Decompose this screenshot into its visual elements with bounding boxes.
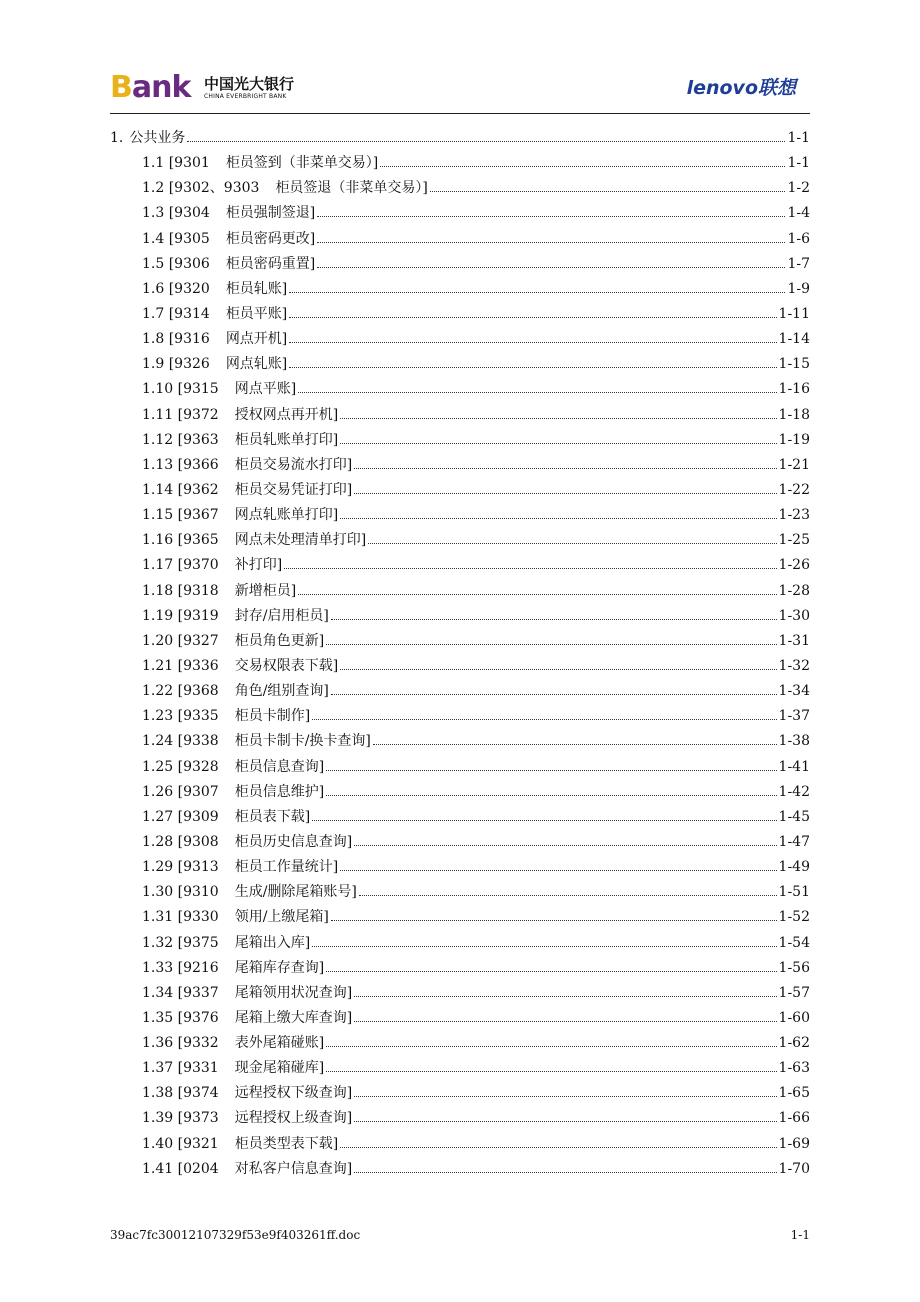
toc-entry-number: 1.1 [9301 (142, 155, 210, 172)
toc-entry-number: 1.14 [9362 (142, 481, 219, 498)
toc-leader (326, 795, 776, 796)
toc-entry-number: 1.25 [9328 (142, 758, 219, 775)
toc-leader (298, 392, 776, 393)
toc-entry-number: 1.40 [9321 (142, 1135, 219, 1152)
toc-entry-title: 柜员信息查询] (234, 758, 325, 775)
toc-leader (317, 242, 785, 243)
lenovo-logo: lenovo联想 (686, 77, 796, 99)
toc-leader (380, 166, 785, 167)
toc-leader (373, 744, 777, 745)
toc-entry-title: 柜员轧账单打印] (234, 431, 339, 448)
toc-entry-page: 1-41 (778, 758, 810, 775)
bank-name-chinese: 中国光大银行 (204, 75, 295, 93)
toc-leader (326, 971, 776, 972)
toc-entry-title: 尾箱领用状况查询] (234, 984, 353, 1001)
toc-entry[interactable] (110, 503, 810, 528)
toc-entry-title: 生成/删除尾箱账号] (234, 884, 357, 901)
toc-entry-number: 1.36 [9332 (142, 1035, 219, 1052)
toc-entry-page: 1-21 (778, 456, 810, 473)
toc-entry-title: 尾箱库存查询] (234, 959, 325, 976)
toc-entry-page: 1-6 (787, 230, 810, 247)
toc-entry-number: 1.27 [9309 (142, 808, 219, 825)
toc-entry-page: 1-14 (778, 331, 810, 348)
table-of-contents (110, 126, 810, 1182)
toc-entry-number: 1.21 [9336 (142, 657, 219, 674)
footer-filename: 39ac7fc30012107329f53e9f403261ff.doc (110, 1228, 361, 1242)
toc-entry[interactable] (110, 201, 810, 226)
toc-entry-number: 1.7 [9314 (142, 305, 210, 322)
toc-leader (354, 468, 776, 469)
toc-leader (289, 317, 776, 318)
toc-entry-page: 1-16 (778, 381, 810, 398)
footer-page-number: 1-1 (790, 1228, 810, 1242)
toc-entry-number: 1.19 [9319 (142, 607, 219, 624)
toc-entry[interactable] (110, 1031, 810, 1056)
toc-leader (354, 996, 776, 997)
toc-entry-page: 1-70 (778, 1160, 810, 1177)
toc-entry[interactable] (110, 654, 810, 679)
toc-entry-page: 1-37 (778, 708, 810, 725)
toc-entry[interactable] (110, 252, 810, 277)
toc-leader (312, 946, 776, 947)
toc-entry[interactable] (110, 227, 810, 252)
toc-entry-page: 1-31 (778, 632, 810, 649)
toc-entry-number: 1.20 [9327 (142, 632, 219, 649)
toc-entry-number: 1.17 [9370 (142, 557, 219, 574)
toc-entry-number: 1.12 [9363 (142, 431, 219, 448)
toc-entry-number: 1.6 [9320 (142, 280, 210, 297)
toc-leader (326, 644, 776, 645)
toc-leader (430, 191, 786, 192)
toc-leader (354, 1121, 776, 1122)
toc-entry[interactable] (110, 981, 810, 1006)
toc-entry-number: 1.29 [9313 (142, 859, 219, 876)
toc-leader (289, 367, 776, 368)
toc-entry-page: 1-62 (778, 1035, 810, 1052)
toc-entry-page: 1-60 (778, 1009, 810, 1026)
toc-entry-title: 柜员卡制作] (234, 708, 311, 725)
toc-entry-title: 柜员强制签退] (225, 205, 316, 222)
toc-entry-page: 1-52 (778, 909, 810, 926)
toc-entry[interactable] (110, 830, 810, 855)
toc-entry-number: 1.28 [9308 (142, 833, 219, 850)
toc-entry[interactable] (110, 629, 810, 654)
toc-entry-page: 1-4 (787, 205, 810, 222)
toc-entry-number: 1.30 [9310 (142, 884, 219, 901)
toc-entry-number: 1.38 [9374 (142, 1085, 219, 1102)
toc-entry-page: 1-51 (778, 884, 810, 901)
toc-entry-title: 柜员表下载] (234, 808, 311, 825)
toc-entry[interactable] (110, 679, 810, 704)
toc-entry-number: 1.4 [9305 (142, 230, 210, 247)
toc-leader (298, 594, 776, 595)
toc-entry-title: 柜员工作量统计] (234, 859, 339, 876)
toc-entry-number: 1.34 [9337 (142, 984, 219, 1001)
toc-entry-number: 1.15 [9367 (142, 507, 219, 524)
toc-leader (340, 669, 776, 670)
toc-entry-title: 柜员签到（非菜单交易）] (225, 155, 379, 172)
toc-leader (354, 1021, 776, 1022)
toc-entry[interactable] (110, 704, 810, 729)
toc-entry-title: 领用/上缴尾箱] (234, 909, 329, 926)
toc-entry-title: 授权网点再开机] (234, 406, 339, 423)
toc-entry-title: 交易权限表下载] (234, 657, 339, 674)
toc-entry[interactable] (110, 880, 810, 905)
toc-entry-number: 1.31 [9330 (142, 909, 219, 926)
toc-entry-page: 1-22 (778, 481, 810, 498)
toc-entry-page: 1-47 (778, 833, 810, 850)
toc-leader (331, 619, 777, 620)
toc-entry-page: 1-42 (778, 783, 810, 800)
toc-entry[interactable] (110, 377, 810, 402)
toc-entry-page: 1-45 (778, 808, 810, 825)
toc-entry[interactable] (110, 553, 810, 578)
toc-entry-number: 1.11 [9372 (142, 406, 219, 423)
toc-entry[interactable] (110, 528, 810, 553)
toc-entry[interactable] (110, 302, 810, 327)
toc-entry[interactable] (110, 1056, 810, 1081)
toc-leader (354, 493, 776, 494)
toc-entry-number: 1.24 [9338 (142, 733, 219, 750)
header-divider (110, 113, 810, 114)
toc-entry-page: 1-28 (778, 582, 810, 599)
toc-entry-page: 1-38 (778, 733, 810, 750)
toc-leader (354, 1096, 776, 1097)
toc-entry-title: 网点未处理清单打印] (234, 532, 367, 549)
toc-entry-number: 1.41 [0204 (142, 1160, 219, 1177)
toc-entry-title: 柜员角色更新] (234, 632, 325, 649)
toc-entry-page: 1-7 (787, 255, 810, 272)
toc-leader (331, 694, 777, 695)
toc-entry-number: 1.9 [9326 (142, 356, 210, 373)
bank-name (204, 76, 294, 101)
toc-entry-title: 网点轧账] (225, 356, 288, 373)
toc-entry-number: 1.33 [9216 (142, 959, 219, 976)
toc-entry-title: 补打印] (234, 557, 283, 574)
toc-entry[interactable] (110, 1157, 810, 1182)
toc-entry-title: 柜员签退（非菜单交易）] (275, 180, 428, 197)
bank-logo-b: B (110, 70, 132, 105)
toc-leader (284, 568, 776, 569)
toc-entry-title: 网点开机] (225, 331, 288, 348)
toc-entry-page: 1-30 (778, 607, 810, 624)
toc-leader (368, 543, 776, 544)
toc-leader (359, 895, 777, 896)
toc-entry-number: 1.18 [9318 (142, 582, 219, 599)
toc-leader (187, 141, 785, 142)
toc-entry-number: 1.13 [9366 (142, 456, 219, 473)
toc-entry[interactable] (110, 478, 810, 503)
toc-entry-title: 柜员交易流水打印] (234, 456, 353, 473)
toc-entry-page: 1-32 (778, 657, 810, 674)
toc-entry-page: 1-23 (778, 507, 810, 524)
toc-entry-number: 1.16 [9365 (142, 532, 219, 549)
toc-entry-page: 1-25 (778, 532, 810, 549)
toc-entry-title: 柜员轧账] (225, 280, 288, 297)
toc-entry-number: 1.10 [9315 (142, 381, 219, 398)
toc-entry-title: 远程授权下级查询] (234, 1085, 353, 1102)
toc-entry-number: 1.2 [9302、9303 (142, 180, 260, 197)
toc-entry-page: 1-2 (787, 180, 810, 197)
page-header (110, 66, 810, 114)
bank-logo-rest: ank (131, 70, 191, 105)
toc-entry[interactable] (110, 403, 810, 428)
toc-leader (289, 292, 785, 293)
toc-entry[interactable] (110, 755, 810, 780)
toc-entry-page: 1-15 (778, 356, 810, 373)
toc-entry-number: 1.32 [9375 (142, 934, 219, 951)
toc-entry-page: 1-19 (778, 431, 810, 448)
toc-entry-page: 1-65 (778, 1085, 810, 1102)
toc-entry-title: 对私客户信息查询] (234, 1160, 353, 1177)
toc-leader (340, 518, 776, 519)
toc-leader (326, 1071, 776, 1072)
toc-entry[interactable] (110, 780, 810, 805)
toc-entry-page: 1-26 (778, 557, 810, 574)
toc-entry-page: 1-9 (787, 280, 810, 297)
toc-entry-page: 1-18 (778, 406, 810, 423)
toc-entry[interactable] (110, 176, 810, 201)
toc-entry-title: 柜员卡制卡/换卡查询] (234, 733, 371, 750)
toc-entry[interactable] (110, 1006, 810, 1031)
toc-entry-title: 柜员历史信息查询] (234, 833, 353, 850)
toc-entry[interactable] (110, 729, 810, 754)
toc-entry[interactable] (110, 931, 810, 956)
toc-entry-page: 1-34 (778, 683, 810, 700)
toc-entry-number: 1.26 [9307 (142, 783, 219, 800)
toc-leader (317, 216, 785, 217)
toc-entry-page: 1-54 (778, 934, 810, 951)
toc-entry[interactable] (110, 905, 810, 930)
toc-entry-title: 新增柜员] (234, 582, 297, 599)
toc-leader (354, 845, 776, 846)
toc-entry-title: 现金尾箱碰库] (234, 1060, 325, 1077)
toc-entry-page: 1-1 (787, 155, 810, 172)
toc-leader (340, 870, 776, 871)
toc-entry-page: 1-66 (778, 1110, 810, 1127)
toc-entry-page: 1-11 (778, 305, 810, 322)
toc-entry[interactable] (110, 151, 810, 176)
toc-entry-title: 柜员平账] (225, 305, 288, 322)
toc-entry-number: 1.5 [9306 (142, 255, 210, 272)
toc-entry[interactable] (110, 453, 810, 478)
toc-entry[interactable] (110, 352, 810, 377)
toc-leader (340, 443, 776, 444)
toc-entry-page: 1-69 (778, 1135, 810, 1152)
toc-entry[interactable] (110, 956, 810, 981)
toc-chapter-row[interactable] (110, 126, 810, 151)
toc-entry-title: 柜员密码重置] (225, 255, 316, 272)
toc-chapter-title: 公共业务 (129, 130, 186, 146)
toc-entry-page: 1-56 (778, 959, 810, 976)
toc-leader (312, 820, 776, 821)
toc-entry-title: 网点轧账单打印] (234, 507, 339, 524)
toc-entry-title: 角色/组别查询] (234, 683, 329, 700)
toc-leader (354, 1172, 776, 1173)
toc-entry-number: 1.3 [9304 (142, 205, 210, 222)
toc-entry-title: 柜员信息维护] (234, 783, 325, 800)
bank-name-english: CHINA EVERBRIGHT BANK (204, 93, 287, 100)
toc-leader (331, 920, 777, 921)
toc-entry-title: 柜员密码更改] (225, 230, 316, 247)
toc-entry-number: 1.39 [9373 (142, 1110, 219, 1127)
toc-entry[interactable] (110, 1081, 810, 1106)
toc-entry-page: 1-57 (778, 984, 810, 1001)
toc-entry[interactable] (110, 579, 810, 604)
toc-entry[interactable] (110, 604, 810, 629)
toc-leader (289, 342, 776, 343)
toc-chapter-number: 1. (110, 130, 124, 146)
toc-entry-title: 封存/启用柜员] (234, 607, 329, 624)
toc-leader (312, 719, 776, 720)
page-footer (110, 1228, 810, 1242)
toc-entry[interactable] (110, 428, 810, 453)
toc-leader (340, 418, 776, 419)
toc-leader (317, 267, 785, 268)
toc-entry-number: 1.35 [9376 (142, 1009, 219, 1026)
toc-entry-number: 1.8 [9316 (142, 331, 210, 348)
toc-entry-title: 柜员交易凭证打印] (234, 481, 353, 498)
toc-leader (326, 770, 776, 771)
toc-entry[interactable] (110, 327, 810, 352)
toc-entry-title: 尾箱上缴大库查询] (234, 1009, 353, 1026)
toc-entry[interactable] (110, 805, 810, 830)
toc-leader (340, 1147, 776, 1148)
toc-entry-number: 1.37 [9331 (142, 1060, 219, 1077)
toc-entry-number: 1.22 [9368 (142, 683, 219, 700)
toc-entry-title: 柜员类型表下载] (234, 1135, 339, 1152)
toc-entry[interactable] (110, 1132, 810, 1157)
toc-entry-title: 远程授权上级查询] (234, 1110, 353, 1127)
toc-entry[interactable] (110, 1106, 810, 1131)
toc-entry-title: 尾箱出入库] (234, 934, 311, 951)
toc-leader (326, 1046, 776, 1047)
toc-entry[interactable] (110, 855, 810, 880)
toc-chapter-page: 1-1 (787, 130, 810, 146)
toc-entry-page: 1-49 (778, 859, 810, 876)
toc-entry[interactable] (110, 277, 810, 302)
toc-entry-page: 1-63 (778, 1060, 810, 1077)
toc-entry-title: 网点平账] (234, 381, 297, 398)
bank-logo (110, 70, 190, 106)
toc-entry-number: 1.23 [9335 (142, 708, 219, 725)
toc-entry-title: 表外尾箱碰账] (234, 1035, 325, 1052)
